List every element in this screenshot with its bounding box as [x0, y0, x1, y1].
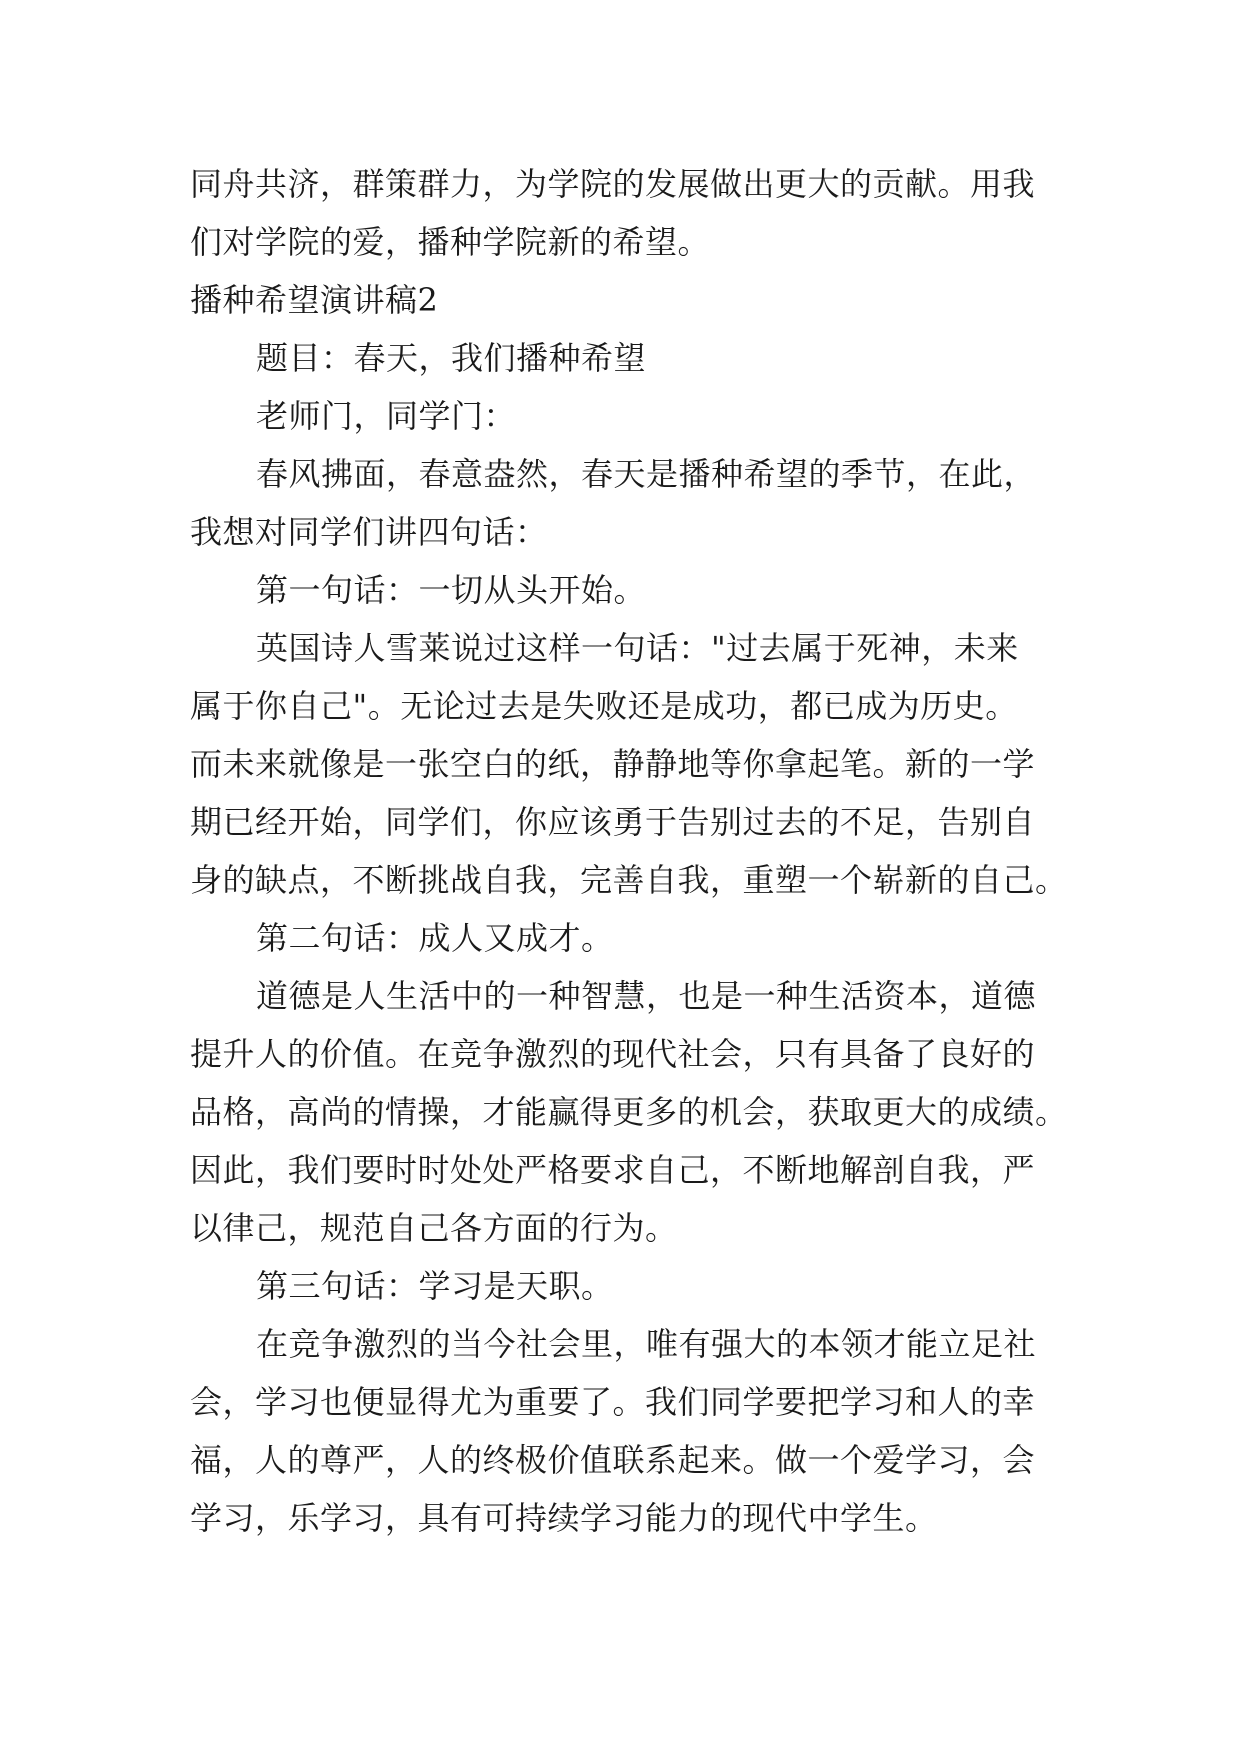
paragraph-line: 期已经开始，同学们，你应该勇于告别过去的不足，告别自: [190, 803, 1036, 841]
paragraph-line: 提升人的价值。在竞争激烈的现代社会，只有具备了良好的: [190, 1035, 1036, 1073]
paragraph-line: 我想对同学们讲四句话：: [190, 513, 548, 551]
section-title: 播种希望演讲稿2: [190, 281, 439, 319]
paragraph-line: 同舟共济，群策群力，为学院的发展做出更大的贡献。用我: [190, 165, 1036, 203]
paragraph-line: 以律己，规范自己各方面的行为。: [190, 1209, 678, 1247]
paragraph-line: 英国诗人雪莱说过这样一句话："过去属于死神，未来: [256, 629, 1019, 667]
subheading-first: 第一句话：一切从头开始。: [256, 571, 647, 609]
salutation: 老师门，同学门：: [256, 397, 517, 435]
paragraph-line: 学习，乐学习，具有可持续学习能力的现代中学生。: [190, 1499, 938, 1537]
paragraph-line: 福，人的尊严，人的终极价值联系起来。做一个爱学习，会: [190, 1441, 1036, 1479]
paragraph-line: 春风拂面，春意盎然，春天是播种希望的季节，在此，: [256, 455, 1037, 493]
paragraph-line: 品格，高尚的情操，才能赢得更多的机会，获取更大的成绩。: [190, 1093, 1068, 1131]
speech-topic: 题目：春天，我们播种希望: [256, 339, 647, 377]
paragraph-line: 道德是人生活中的一种智慧，也是一种生活资本，道德: [256, 977, 1037, 1015]
paragraph-line: 在竞争激烈的当今社会里，唯有强大的本领才能立足社: [256, 1325, 1037, 1363]
paragraph-line: 而未来就像是一张空白的纸，静静地等你拿起笔。新的一学: [190, 745, 1036, 783]
paragraph-line: 会，学习也便显得尤为重要了。我们同学要把学习和人的幸: [190, 1383, 1036, 1421]
paragraph-line: 身的缺点，不断挑战自我，完善自我，重塑一个崭新的自己。: [190, 861, 1068, 899]
paragraph-line: 属于你自己"。无论过去是失败还是成功，都已成为历史。: [190, 687, 1018, 725]
subheading-second: 第二句话：成人又成才。: [256, 919, 614, 957]
paragraph-line: 们对学院的爱，播种学院新的希望。: [190, 223, 711, 261]
paragraph-line: 因此，我们要时时处处严格要求自己，不断地解剖自我，严: [190, 1151, 1036, 1189]
subheading-third: 第三句话：学习是天职。: [256, 1267, 614, 1305]
